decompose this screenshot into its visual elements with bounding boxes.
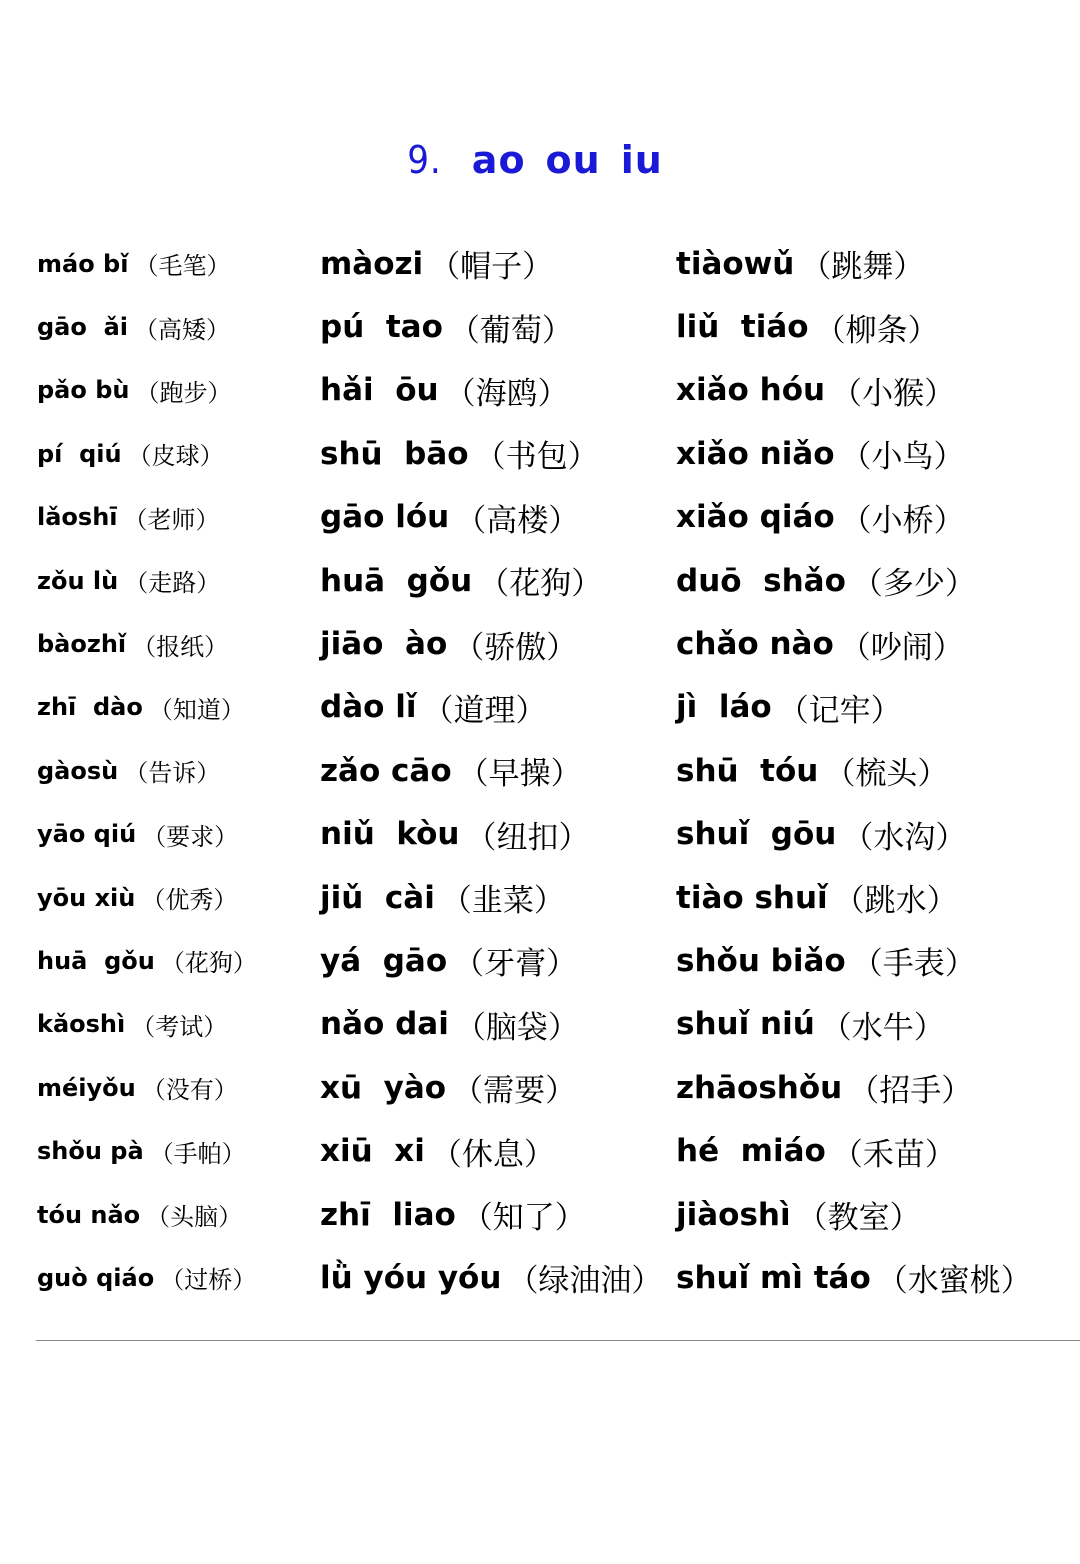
pinyin-text: xiǎo hóu	[676, 372, 826, 409]
vocab-column-right	[676, 232, 1032, 1310]
vocab-entry	[320, 295, 662, 358]
vocab-entry	[37, 1246, 257, 1309]
vocab-entry	[37, 929, 257, 992]
vocab-entry	[676, 1119, 1032, 1182]
pinyin-text: pǎo bù	[37, 376, 130, 405]
vocab-entry	[676, 295, 1032, 358]
hanzi-text: （跳水）	[833, 883, 958, 920]
vocab-entry	[320, 232, 662, 295]
vocab-entry	[37, 359, 257, 422]
pinyin-text: chǎo nào	[676, 626, 834, 663]
pinyin-text: zhī liao	[320, 1196, 456, 1233]
pinyin-text: shǒu biǎo	[676, 942, 846, 979]
hanzi-text: （牙膏）	[453, 946, 578, 983]
pinyin-text: shuǐ gōu	[676, 816, 837, 853]
hanzi-text: （走路）	[124, 569, 221, 598]
pinyin-text: lǜ yóu yóu	[320, 1259, 502, 1296]
hanzi-text: （手帕）	[149, 1139, 246, 1168]
vocab-entry	[37, 232, 257, 295]
pinyin-text: gāo ǎi	[37, 313, 128, 342]
pinyin-text: xiū xi	[320, 1133, 425, 1170]
pinyin-text: zǒu lù	[37, 566, 119, 595]
vocab-entry	[37, 1056, 257, 1119]
pinyin-text: pí qiú	[37, 439, 122, 468]
vocab-entry	[676, 676, 1032, 739]
title-word: ou	[545, 138, 601, 182]
pinyin-text: hé miáo	[676, 1133, 826, 1170]
vocab-entry	[320, 422, 662, 485]
pinyin-text: xiǎo qiáo	[676, 499, 835, 536]
hanzi-text: （韭菜）	[440, 883, 565, 920]
vocab-entry	[676, 993, 1032, 1056]
hanzi-text: （跳舞）	[800, 249, 925, 286]
hanzi-text: （水牛）	[820, 1009, 945, 1046]
pinyin-text: yōu xiù	[37, 883, 136, 912]
vocab-entry	[320, 739, 662, 802]
pinyin-text: jì láo	[676, 689, 772, 726]
vocab-entry	[676, 549, 1032, 612]
pinyin-text: gàosù	[37, 756, 119, 785]
vocab-entry	[320, 1056, 662, 1119]
pinyin-text: kǎoshì	[37, 1010, 126, 1039]
hanzi-text: （老师）	[123, 505, 220, 534]
pinyin-text: gāo lóu	[320, 499, 450, 536]
vocab-entry	[676, 232, 1032, 295]
pinyin-text: méiyǒu	[37, 1073, 136, 1102]
divider-line	[36, 1340, 1080, 1341]
vocab-entry	[37, 486, 257, 549]
hanzi-text: （知道）	[148, 695, 245, 724]
pinyin-text: yá gāo	[320, 942, 448, 979]
vocab-entry	[676, 422, 1032, 485]
vocab-entry	[320, 993, 662, 1056]
vocab-entry	[676, 739, 1032, 802]
vocab-entry	[320, 929, 662, 992]
hanzi-text: （高楼）	[455, 502, 580, 539]
hanzi-text: （头脑）	[146, 1203, 243, 1232]
pinyin-text: bàozhǐ	[37, 630, 127, 659]
pinyin-text: jiàoshì	[676, 1196, 791, 1233]
pinyin-text: dào lǐ	[320, 689, 417, 726]
vocab-entry	[676, 1246, 1032, 1309]
vocab-entry	[320, 866, 662, 929]
vocab-entry	[37, 422, 257, 485]
hanzi-text: （记牢）	[777, 692, 902, 729]
hanzi-text: （葡萄）	[448, 312, 573, 349]
hanzi-text: （柳条）	[814, 312, 939, 349]
vocab-entry	[37, 676, 257, 739]
vocab-entry	[676, 486, 1032, 549]
pinyin-text: shǒu pà	[37, 1137, 144, 1166]
hanzi-text: （花狗）	[160, 949, 257, 978]
vocab-entry	[37, 993, 257, 1056]
vocab-entry	[37, 549, 257, 612]
pinyin-text: liǔ tiáo	[676, 309, 809, 346]
vocab-entry	[37, 295, 257, 358]
hanzi-text: （骄傲）	[453, 629, 578, 666]
page-title	[0, 138, 1080, 182]
vocab-entry	[320, 612, 662, 675]
vocab-entry	[676, 359, 1032, 422]
vocab-entry	[37, 739, 257, 802]
hanzi-text: （吵闹）	[839, 629, 964, 666]
hanzi-text: （招手）	[848, 1073, 973, 1110]
vocab-entry	[37, 803, 257, 866]
pinyin-text: guò qiáo	[37, 1263, 155, 1292]
pinyin-text: zhī dào	[37, 693, 143, 722]
hanzi-text: （休息）	[430, 1136, 555, 1173]
hanzi-text: （告诉）	[124, 759, 221, 788]
lesson-number: 9.	[407, 138, 442, 182]
hanzi-text: （梳头）	[824, 756, 949, 793]
vocab-entry	[37, 1119, 257, 1182]
pinyin-text: niǔ kòu	[320, 816, 460, 853]
hanzi-text: （早操）	[457, 756, 582, 793]
hanzi-text: （小桥）	[840, 502, 965, 539]
vocab-entry	[320, 1119, 662, 1182]
title-word: ao	[471, 138, 526, 182]
pinyin-text: zǎo cāo	[320, 752, 452, 789]
hanzi-text: （脑袋）	[454, 1009, 579, 1046]
pinyin-text: nǎo dai	[320, 1006, 449, 1043]
hanzi-text: （多少）	[851, 566, 976, 603]
hanzi-text: （知了）	[461, 1200, 586, 1237]
vocab-entry	[676, 612, 1032, 675]
vocab-entry	[320, 359, 662, 422]
hanzi-text: （道理）	[422, 692, 547, 729]
hanzi-text: （毛笔）	[134, 252, 231, 281]
vocab-entry	[320, 1246, 662, 1309]
hanzi-text: （海鸥）	[444, 375, 569, 412]
vocab-entry	[320, 549, 662, 612]
hanzi-text: （考试）	[131, 1012, 228, 1041]
pinyin-text: jiǔ cài	[320, 879, 435, 916]
pinyin-text: pú tao	[320, 309, 443, 346]
pinyin-text: xū yào	[320, 1069, 447, 1106]
hanzi-text: （报纸）	[132, 632, 229, 661]
hanzi-text: （书包）	[474, 439, 599, 476]
vocab-entry	[320, 486, 662, 549]
hanzi-text: （要求）	[142, 822, 239, 851]
hanzi-text: （没有）	[141, 1076, 238, 1105]
vocab-entry	[676, 803, 1032, 866]
hanzi-text: （绿油油）	[507, 1263, 663, 1300]
pinyin-text: shuǐ mì táo	[676, 1259, 871, 1296]
pinyin-text: yāo qiú	[37, 820, 137, 849]
vocab-entry	[676, 1183, 1032, 1246]
vocab-column-left	[37, 232, 257, 1310]
pinyin-text: zhāoshǒu	[676, 1069, 843, 1106]
vocab-entry	[320, 1183, 662, 1246]
hanzi-text: （高矮）	[134, 315, 230, 344]
hanzi-text: （小鸟）	[840, 439, 965, 476]
pinyin-text: màozi	[320, 245, 424, 282]
vocab-entry	[37, 866, 257, 929]
vocab-entry	[676, 866, 1032, 929]
vocab-entry	[320, 803, 662, 866]
hanzi-text: （皮球）	[127, 442, 224, 471]
hanzi-text: （跑步）	[135, 378, 232, 407]
title-word: iu	[620, 138, 663, 182]
hanzi-text: （优秀）	[141, 886, 238, 915]
hanzi-text: （水沟）	[842, 819, 967, 856]
pinyin-text: shū bāo	[320, 435, 469, 472]
pinyin-text: tóu nǎo	[37, 1200, 141, 1229]
pinyin-text: jiāo ào	[320, 626, 448, 663]
hanzi-text: （教室）	[796, 1200, 921, 1237]
hanzi-text: （需要）	[452, 1073, 577, 1110]
vocab-entry	[37, 1183, 257, 1246]
hanzi-text: （手表）	[851, 946, 976, 983]
vocab-entry	[676, 929, 1032, 992]
pinyin-text: duō shǎo	[676, 562, 846, 599]
hanzi-text: （花狗）	[478, 566, 603, 603]
hanzi-text: （纽扣）	[465, 819, 590, 856]
pinyin-text: lǎoshī	[37, 503, 118, 532]
vocab-entry	[37, 612, 257, 675]
pinyin-text: tiàowǔ	[676, 245, 795, 282]
pinyin-text: máo bǐ	[37, 249, 129, 278]
hanzi-text: （帽子）	[429, 249, 554, 286]
hanzi-text: （水蜜桃）	[876, 1263, 1032, 1300]
pinyin-text: xiǎo niǎo	[676, 435, 835, 472]
hanzi-text: （过桥）	[160, 1266, 257, 1295]
pinyin-text: tiào shuǐ	[676, 879, 828, 916]
vocab-entry	[320, 676, 662, 739]
vocab-column-middle	[320, 232, 662, 1310]
hanzi-text: （小猴）	[831, 375, 956, 412]
vocab-entry	[676, 1056, 1032, 1119]
pinyin-text: huā gǒu	[37, 946, 155, 975]
pinyin-text: huā gǒu	[320, 562, 473, 599]
pinyin-text: shū tóu	[676, 752, 819, 789]
hanzi-text: （禾苗）	[831, 1136, 956, 1173]
pinyin-text: hǎi ōu	[320, 372, 439, 409]
pinyin-text: shuǐ niú	[676, 1006, 815, 1043]
